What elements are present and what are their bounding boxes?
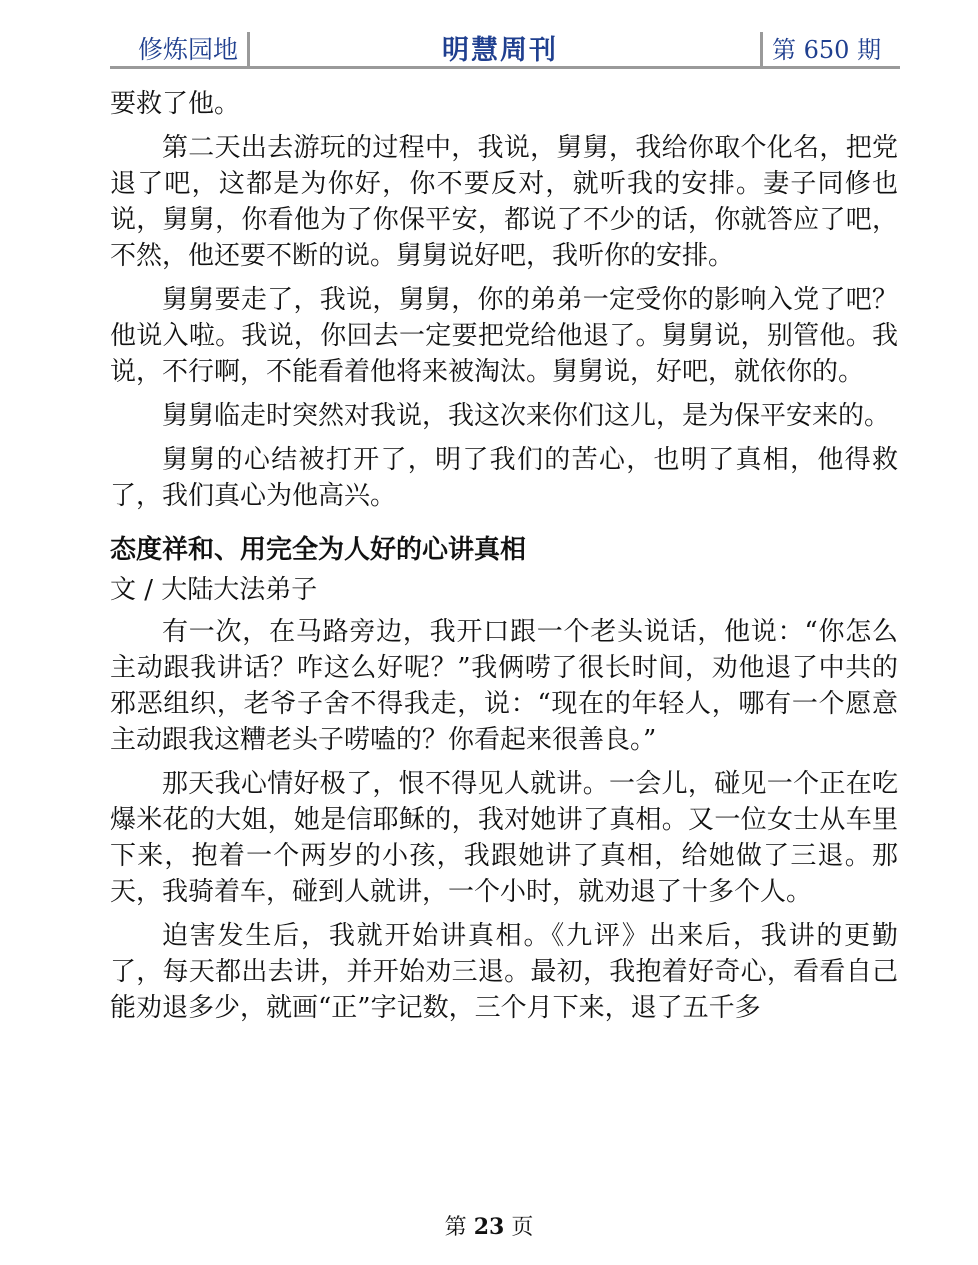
paragraph: 第二天出去游玩的过程中，我说，舅舅，我给你取个化名，把党退了吧，这都是为你好，你不要反对，就听我的安排。妻子同修也说，舅舅，你看他为了你保平安，都说了不少的话，你就答应了吧，不然，他还要不断的说。舅舅说好吧，我听你的安排。 — [110, 133, 898, 271]
paragraph: 迫害发生后，我就开始讲真相。《九评》出来后，我讲的更勤了，每天都出去讲，并开始劝三退。最初，我抱着好奇心，看看自己能劝退多少，就画“正”字记数，三个月下来，退了五千多 — [110, 921, 898, 1023]
paragraph: 那天我心情好极了，恨不得见人就讲。一会儿，碰见一个正在吃爆米花的大姐，她是信耶稣的，我对她讲了真相。又一位女士从车里下来，抱着一个两岁的小孩，我跟她讲了真相，给她做了三退。那天，我骑着车，碰到人就讲，一个小时，就劝退了十多个人。 — [110, 769, 898, 907]
paragraph: 有一次，在马路旁边，我开口跟一个老头说话，他说：“你怎么主动跟我讲话？咋这么好呢？”我俩唠了很长时间，劝他退了中共的邪恶组织，老爷子舍不得我走，说：“现在的年轻人，哪有一个愿意主动跟我这糟老头子唠嗑的？你看起来很善良。” — [110, 617, 898, 755]
issue-number: 第 650 期 — [772, 36, 882, 64]
paragraph: 舅舅临走时突然对我说，我这次来你们这儿，是为保平安来的。 — [162, 401, 891, 431]
header-rule — [110, 66, 900, 69]
page-prefix: 第 — [444, 1215, 467, 1240]
paragraph: 舅舅要走了，我说，舅舅，你的弟弟一定受你的影响入党了吧？他说入啦。我说，你回去一定要把党给他退了。舅舅说，别管他。我说，不行啊，不能看着他将来被淘汰。舅舅说，好吧，就依你的。 — [110, 285, 898, 387]
section-name: 修炼园地 — [138, 35, 239, 64]
publication-title: 明慧周刊 — [442, 35, 558, 66]
paragraph: 要救了他。 — [110, 89, 241, 119]
page-number: 23 — [473, 1214, 505, 1240]
paragraph: 舅舅的心结被打开了，明了我们的苦心，也明了真相，他得救了，我们真心为他高兴。 — [110, 445, 898, 511]
header-divider-right — [760, 32, 763, 66]
page-content — [110, 86, 898, 1034]
page-header — [110, 28, 900, 68]
page-suffix: 页 — [511, 1215, 534, 1240]
article-title: 态度祥和、用完全为人好的心讲真相 — [110, 535, 527, 565]
header-divider-left — [247, 32, 250, 66]
article-byline: 文 / 大陆大法弟子 — [110, 575, 318, 605]
page-footer — [0, 1210, 978, 1241]
